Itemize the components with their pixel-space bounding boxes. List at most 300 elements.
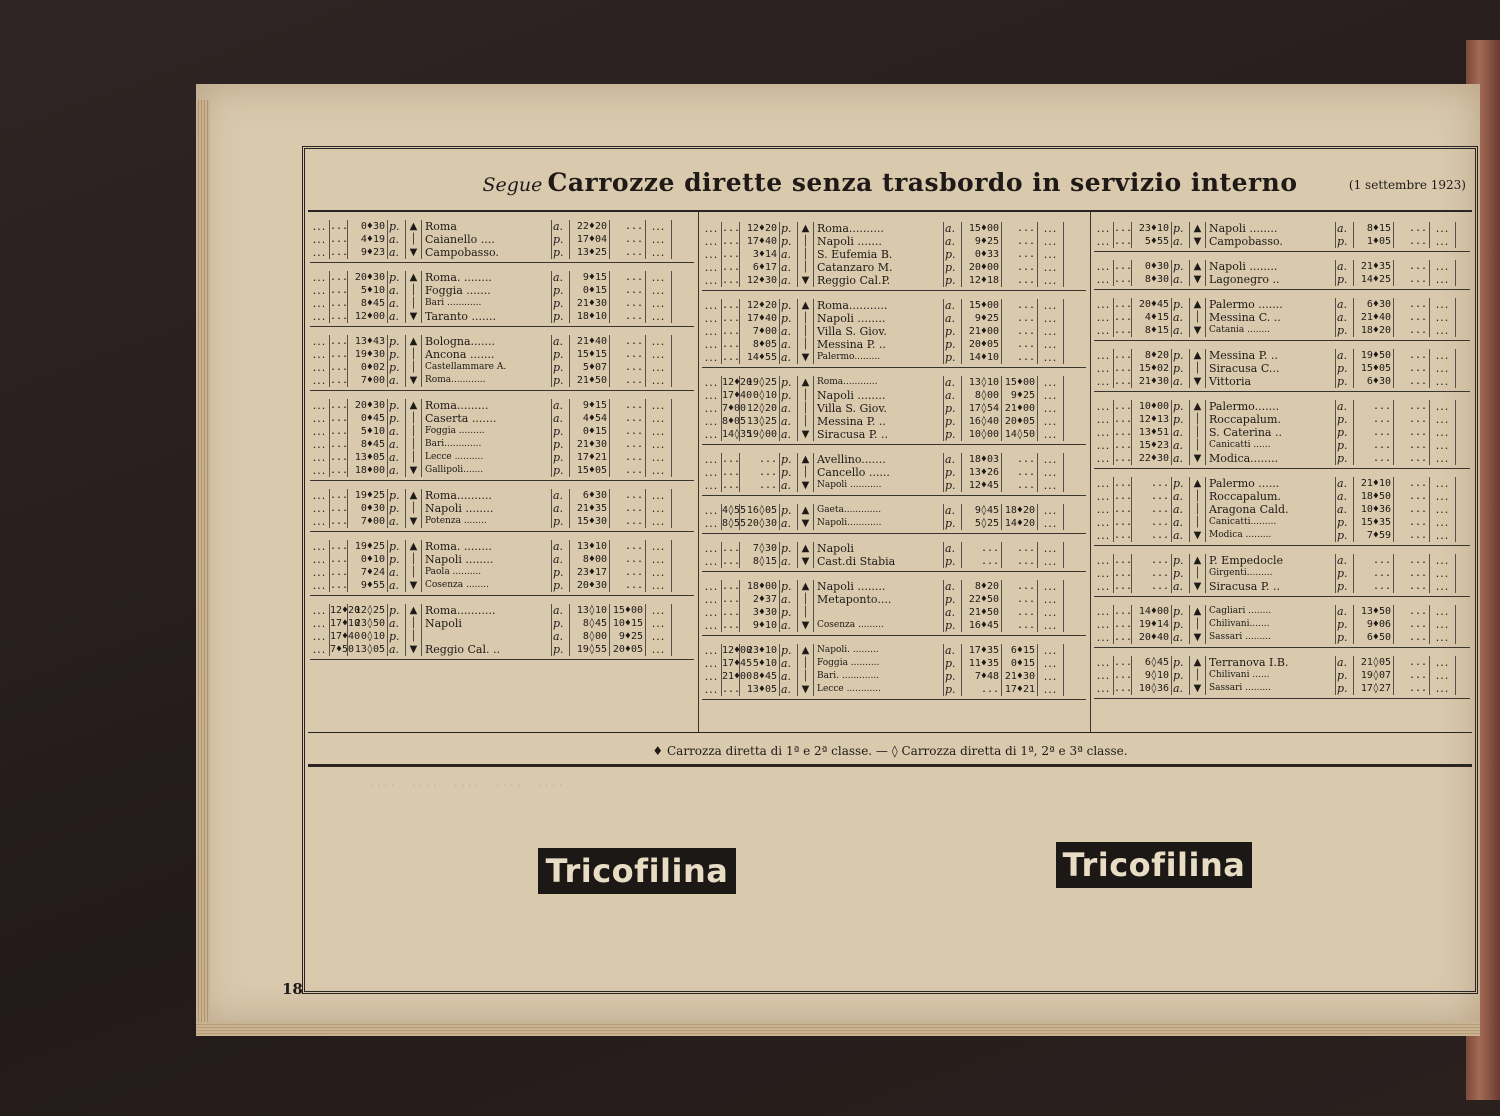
departure-time: 22♦30 bbox=[1132, 452, 1172, 465]
departure-time: 9♦55 bbox=[348, 579, 388, 592]
timetable-row bbox=[310, 566, 694, 579]
return-time: 5♦07 bbox=[570, 361, 610, 374]
dep-arr-marker: p. bbox=[780, 606, 798, 619]
timetable-row bbox=[702, 466, 1086, 479]
timetable-row bbox=[310, 540, 694, 553]
station-name: Roma............ bbox=[814, 376, 944, 389]
arr-dep-marker: a. bbox=[552, 412, 570, 425]
timetable-row bbox=[1094, 375, 1470, 388]
dep-arr-marker: p. bbox=[1172, 222, 1190, 235]
timetable-row bbox=[1094, 580, 1470, 593]
return-time: 9♦06 bbox=[1354, 618, 1394, 631]
time-col-a: ... bbox=[1114, 453, 1133, 464]
dep-arr-marker: a. bbox=[388, 297, 406, 310]
dep-arr-marker: a. bbox=[388, 374, 406, 387]
station-name: Siracusa P. .. bbox=[1206, 580, 1336, 593]
timetable-row bbox=[310, 297, 694, 310]
timetable-row bbox=[1094, 311, 1470, 324]
extra-col-2: ... bbox=[1038, 670, 1064, 683]
time-col-a: ... bbox=[330, 221, 349, 232]
arr-dep-marker: a. bbox=[552, 604, 570, 617]
time-col-b: ... bbox=[1394, 529, 1430, 542]
dep-arr-marker: a. bbox=[780, 555, 798, 568]
dep-arr-marker: p. bbox=[388, 604, 406, 617]
extra-col-1: ... bbox=[702, 222, 722, 235]
page-stack-left bbox=[196, 100, 210, 1030]
departure-time: ... bbox=[1132, 567, 1172, 580]
timetable-block bbox=[310, 602, 694, 660]
extra-col-2: ... bbox=[646, 271, 672, 284]
time-col-a: ... bbox=[1114, 606, 1133, 617]
departure-time: 3♦14 bbox=[740, 248, 780, 261]
dep-arr-marker: a. bbox=[1172, 324, 1190, 337]
arr-dep-marker: a. bbox=[1336, 260, 1354, 273]
time-col-b: ... bbox=[1394, 656, 1430, 669]
dep-arr-marker: a. bbox=[1172, 375, 1190, 388]
dep-arr-marker: p. bbox=[780, 376, 798, 389]
extra-col-1: ... bbox=[702, 274, 722, 287]
timetable-row bbox=[1094, 400, 1470, 413]
dep-arr-marker: p. bbox=[780, 504, 798, 517]
dep-arr-marker: a. bbox=[780, 325, 798, 338]
station-name: P. Empedocle bbox=[1206, 554, 1336, 567]
direction-arrow-icon: │ bbox=[1190, 503, 1206, 516]
extra-col-1: ... bbox=[310, 220, 330, 233]
arr-dep-marker: p. bbox=[1336, 567, 1354, 580]
timetable-row bbox=[310, 399, 694, 412]
extra-col-1: ... bbox=[702, 402, 722, 415]
dep-arr-marker: p. bbox=[780, 235, 798, 248]
extra-col-2: ... bbox=[1430, 298, 1456, 311]
station-name: Canicatti ...... bbox=[1206, 439, 1336, 452]
departure-time: 23♦10 bbox=[740, 644, 780, 657]
extra-col-2: ... bbox=[1038, 479, 1064, 492]
extra-col-2: ... bbox=[1038, 466, 1064, 479]
station-name: Caianello .... bbox=[422, 233, 552, 246]
extra-col-2: ... bbox=[646, 284, 672, 297]
extra-col-1: ... bbox=[702, 261, 722, 274]
departure-time: 15♦02 bbox=[1132, 362, 1172, 375]
time-col-b: ... bbox=[610, 246, 646, 259]
arr-dep-marker: p. bbox=[552, 464, 570, 477]
time-col-a: ... bbox=[330, 285, 349, 296]
timetable-row bbox=[310, 425, 694, 438]
table-bottom-rule bbox=[308, 732, 1472, 733]
arr-dep-marker: p. bbox=[1336, 362, 1354, 375]
arr-dep-marker: p. bbox=[552, 425, 570, 438]
departure-time: 7♦24 bbox=[348, 566, 388, 579]
time-col-a: 4◊55 bbox=[722, 505, 747, 516]
station-name: Roma.......... bbox=[422, 489, 552, 502]
timetable-row bbox=[702, 683, 1086, 696]
direction-arrow-icon: ▲ bbox=[1190, 298, 1206, 311]
station-name: Bari. ............. bbox=[814, 670, 944, 683]
arr-dep-marker: a. bbox=[944, 644, 962, 657]
departure-time: 16◊05 bbox=[740, 504, 780, 517]
time-col-b: 9♦25 bbox=[610, 630, 646, 643]
time-col-b: ... bbox=[1002, 312, 1038, 325]
departure-time: 10◊36 bbox=[1132, 682, 1172, 695]
timetable-block bbox=[310, 218, 694, 263]
station-name: Castellammare A. bbox=[422, 361, 552, 374]
return-time: 16◊40 bbox=[962, 415, 1002, 428]
station-name: Terranova I.B. bbox=[1206, 656, 1336, 669]
station-name: Messina C. .. bbox=[1206, 311, 1336, 324]
arr-dep-marker: a. bbox=[1336, 400, 1354, 413]
time-col-a: ... bbox=[1114, 325, 1133, 336]
extra-col-1: ... bbox=[310, 271, 330, 284]
direction-arrow-icon: ▼ bbox=[1190, 631, 1206, 644]
direction-arrow-icon: │ bbox=[798, 415, 814, 428]
direction-arrow-icon: │ bbox=[798, 402, 814, 415]
return-time: 14♦25 bbox=[1354, 273, 1394, 286]
departure-time: 19♦25 bbox=[348, 540, 388, 553]
extra-col-1: ... bbox=[1094, 349, 1114, 362]
time-col-b: ... bbox=[1394, 580, 1430, 593]
extra-col-2: ... bbox=[1038, 644, 1064, 657]
departure-time: 0◊10 bbox=[348, 630, 388, 643]
timetable-row bbox=[310, 489, 694, 502]
extra-col-2: ... bbox=[1038, 325, 1064, 338]
timetable-row bbox=[310, 246, 694, 259]
time-col-b: ... bbox=[610, 399, 646, 412]
dep-arr-marker: p. bbox=[388, 335, 406, 348]
extra-col-2: ... bbox=[1430, 656, 1456, 669]
extra-col-2: ... bbox=[1038, 222, 1064, 235]
dep-arr-marker: a. bbox=[388, 246, 406, 259]
time-col-b: ... bbox=[1394, 439, 1430, 452]
dep-arr-marker: a. bbox=[780, 479, 798, 492]
station-name: Avellino....... bbox=[814, 453, 944, 466]
time-col-b: ... bbox=[1002, 619, 1038, 632]
departure-time: 8♦20 bbox=[1132, 349, 1172, 362]
time-col-b: ... bbox=[1394, 682, 1430, 695]
timetable-block bbox=[702, 540, 1086, 572]
direction-arrow-icon: │ bbox=[1190, 516, 1206, 529]
time-col-b: ... bbox=[1394, 618, 1430, 631]
timetable-row bbox=[310, 617, 694, 630]
arr-dep-marker: a. bbox=[944, 235, 962, 248]
arr-dep-marker: a. bbox=[944, 453, 962, 466]
dep-arr-marker: p. bbox=[780, 580, 798, 593]
direction-arrow-icon: │ bbox=[1190, 426, 1206, 439]
return-time: ... bbox=[1354, 452, 1394, 465]
timetable-row bbox=[702, 222, 1086, 235]
arr-dep-marker: a. bbox=[944, 606, 962, 619]
time-col-b: 14♦20 bbox=[1002, 517, 1038, 530]
departure-time: 13◊25 bbox=[740, 415, 780, 428]
time-col-a: ... bbox=[1114, 414, 1133, 425]
direction-arrow-icon: ▲ bbox=[798, 580, 814, 593]
arr-dep-marker: p. bbox=[1336, 452, 1354, 465]
direction-arrow-icon: ▲ bbox=[798, 644, 814, 657]
time-col-a: ... bbox=[330, 554, 349, 565]
dep-arr-marker: a. bbox=[780, 593, 798, 606]
dep-arr-marker: p. bbox=[780, 644, 798, 657]
timetable-row bbox=[702, 389, 1086, 402]
time-col-a: ... bbox=[330, 311, 349, 322]
extra-col-1: ... bbox=[1094, 516, 1114, 529]
extra-col-2: ... bbox=[646, 348, 672, 361]
extra-col-1: ... bbox=[702, 351, 722, 364]
direction-arrow-icon: │ bbox=[1190, 439, 1206, 452]
arr-dep-marker: p. bbox=[552, 348, 570, 361]
timetable-row bbox=[310, 643, 694, 656]
return-time: ... bbox=[1354, 567, 1394, 580]
dep-arr-marker: a. bbox=[1172, 580, 1190, 593]
timetable-row bbox=[1094, 631, 1470, 644]
time-col-b: ... bbox=[1394, 605, 1430, 618]
time-col-a: ... bbox=[1114, 491, 1133, 502]
dep-arr-marker: a. bbox=[388, 515, 406, 528]
extra-col-1: ... bbox=[1094, 400, 1114, 413]
direction-arrow-icon: ▼ bbox=[798, 619, 814, 632]
arr-dep-marker: a. bbox=[944, 580, 962, 593]
extra-col-2: ... bbox=[646, 630, 672, 643]
time-col-a: ... bbox=[722, 684, 741, 695]
timetable-row bbox=[1094, 439, 1470, 452]
time-col-a: ... bbox=[330, 567, 349, 578]
timetable-row bbox=[702, 299, 1086, 312]
extra-col-1: ... bbox=[1094, 503, 1114, 516]
time-col-a: ... bbox=[1114, 223, 1133, 234]
time-col-b: ... bbox=[610, 271, 646, 284]
time-col-b: ... bbox=[1002, 222, 1038, 235]
departure-time: 4♦15 bbox=[1132, 311, 1172, 324]
direction-arrow-icon: ▲ bbox=[798, 504, 814, 517]
header-date: (1 settembre 1923) bbox=[1348, 178, 1466, 192]
direction-arrow-icon: ▼ bbox=[1190, 682, 1206, 695]
departure-time: 7♦00 bbox=[740, 325, 780, 338]
return-time: 13◊10 bbox=[962, 376, 1002, 389]
time-col-b: ... bbox=[1002, 555, 1038, 568]
time-col-b: ... bbox=[610, 374, 646, 387]
departure-time: 20♦30 bbox=[348, 271, 388, 284]
time-col-b: ... bbox=[1394, 413, 1430, 426]
extra-col-1: ... bbox=[702, 542, 722, 555]
departure-time: 13◊05 bbox=[348, 643, 388, 656]
extra-col-1: ... bbox=[702, 376, 722, 389]
extra-col-1: ... bbox=[702, 644, 722, 657]
station-name: Potenza ........ bbox=[422, 515, 552, 528]
departure-time: ... bbox=[1132, 554, 1172, 567]
return-time: 7♦59 bbox=[1354, 529, 1394, 542]
station-name: Cosenza ........ bbox=[422, 579, 552, 592]
station-name: Roma.......... bbox=[814, 222, 944, 235]
extra-col-2: ... bbox=[1038, 657, 1064, 670]
direction-arrow-icon: │ bbox=[1190, 362, 1206, 375]
return-time: 17◊54 bbox=[962, 402, 1002, 415]
time-col-a: ... bbox=[330, 490, 349, 501]
arr-dep-marker: p. bbox=[944, 555, 962, 568]
return-time: 22♦50 bbox=[962, 593, 1002, 606]
dep-arr-marker: a. bbox=[1172, 631, 1190, 644]
timetable-block bbox=[702, 578, 1086, 636]
dep-arr-marker: a. bbox=[388, 425, 406, 438]
time-col-b: ... bbox=[1002, 235, 1038, 248]
time-col-b: ... bbox=[1394, 516, 1430, 529]
dep-arr-marker: a. bbox=[780, 248, 798, 261]
arr-dep-marker: p. bbox=[552, 515, 570, 528]
extra-col-1: ... bbox=[310, 438, 330, 451]
arr-dep-marker: p. bbox=[552, 297, 570, 310]
return-time: 13♦25 bbox=[570, 246, 610, 259]
extra-col-1: ... bbox=[1094, 298, 1114, 311]
timetable-row bbox=[1094, 477, 1470, 490]
arr-dep-marker: p. bbox=[552, 566, 570, 579]
tricofilina-ad-right: Tricofilina bbox=[1056, 842, 1252, 888]
timetable-block bbox=[1094, 220, 1470, 252]
extra-col-2: ... bbox=[646, 425, 672, 438]
departure-time: 13♦43 bbox=[348, 335, 388, 348]
departure-time: ... bbox=[1132, 503, 1172, 516]
arr-dep-marker: a. bbox=[944, 299, 962, 312]
time-col-b: ... bbox=[610, 579, 646, 592]
direction-arrow-icon: ▼ bbox=[406, 310, 422, 323]
arr-dep-marker: p. bbox=[552, 579, 570, 592]
timetable-block bbox=[1094, 258, 1470, 290]
time-col-a: 21♦00 bbox=[722, 671, 753, 682]
return-time: ... bbox=[1354, 580, 1394, 593]
time-col-b: ... bbox=[1394, 311, 1430, 324]
arr-dep-marker: a. bbox=[1336, 656, 1354, 669]
return-time: 10♦36 bbox=[1354, 503, 1394, 516]
extra-col-1: ... bbox=[702, 683, 722, 696]
dep-arr-marker: a. bbox=[388, 566, 406, 579]
time-col-a: ... bbox=[330, 375, 349, 386]
station-name: Napoli............ bbox=[814, 517, 944, 530]
departure-time: 15♦23 bbox=[1132, 439, 1172, 452]
station-name: Cagliari ........ bbox=[1206, 605, 1336, 618]
extra-col-2: ... bbox=[1038, 299, 1064, 312]
time-col-b: ... bbox=[610, 553, 646, 566]
extra-col-1: ... bbox=[702, 325, 722, 338]
time-col-a: ... bbox=[330, 247, 349, 258]
time-col-b: 20♦05 bbox=[610, 643, 646, 656]
time-col-a: ... bbox=[722, 313, 741, 324]
extra-col-2: ... bbox=[646, 451, 672, 464]
station-name: Napoli ........... bbox=[814, 479, 944, 492]
time-col-a: ... bbox=[1114, 670, 1133, 681]
extra-col-2: ... bbox=[1430, 567, 1456, 580]
arr-dep-marker: p. bbox=[552, 374, 570, 387]
station-name: Palermo ...... bbox=[1206, 477, 1336, 490]
timetable-block bbox=[1094, 552, 1470, 597]
extra-col-1: ... bbox=[310, 643, 330, 656]
dep-arr-marker: a. bbox=[780, 683, 798, 696]
direction-arrow-icon: │ bbox=[1190, 567, 1206, 580]
return-time: 13♦50 bbox=[1354, 605, 1394, 618]
departure-time: 17♦40 bbox=[740, 235, 780, 248]
dep-arr-marker: a. bbox=[388, 643, 406, 656]
departure-time: 9◊10 bbox=[1132, 669, 1172, 682]
extra-col-1: ... bbox=[702, 479, 722, 492]
page-number: 18 bbox=[282, 980, 303, 998]
direction-arrow-icon: │ bbox=[798, 389, 814, 402]
station-name: Napoli ....... bbox=[814, 235, 944, 248]
departure-time: 0♦30 bbox=[1132, 260, 1172, 273]
return-time: ... bbox=[962, 542, 1002, 555]
time-col-a: 12♦20 bbox=[330, 605, 361, 616]
time-col-a: ... bbox=[722, 543, 741, 554]
station-name: Messina P. .. bbox=[814, 415, 944, 428]
arr-dep-marker: p. bbox=[1336, 375, 1354, 388]
arr-dep-marker: p. bbox=[552, 643, 570, 656]
time-col-a: ... bbox=[1114, 261, 1133, 272]
arr-dep-marker: a. bbox=[552, 489, 570, 502]
time-col-a: ... bbox=[1114, 504, 1133, 515]
direction-arrow-icon: ▲ bbox=[1190, 400, 1206, 413]
arr-dep-marker: a. bbox=[1336, 311, 1354, 324]
departure-time: 12◊25 bbox=[348, 604, 388, 617]
arr-dep-marker: a. bbox=[552, 220, 570, 233]
direction-arrow-icon: ▲ bbox=[406, 604, 422, 617]
return-time: 6♦30 bbox=[1354, 375, 1394, 388]
time-col-b: ... bbox=[610, 297, 646, 310]
departure-time: 12♦20 bbox=[740, 222, 780, 235]
time-col-a: ... bbox=[1114, 401, 1133, 412]
extra-col-2: ... bbox=[1038, 248, 1064, 261]
extra-col-2: ... bbox=[1430, 413, 1456, 426]
extra-col-1: ... bbox=[1094, 656, 1114, 669]
dep-arr-marker: a. bbox=[1172, 439, 1190, 452]
return-time: 8◊00 bbox=[570, 630, 610, 643]
station-name: Villa S. Giov. bbox=[814, 402, 944, 415]
extra-col-2: ... bbox=[646, 553, 672, 566]
time-col-a: ... bbox=[1114, 376, 1133, 387]
dep-arr-marker: p. bbox=[388, 361, 406, 374]
timetable-row bbox=[702, 542, 1086, 555]
page-header bbox=[310, 168, 1470, 204]
departure-time: 8♦45 bbox=[348, 438, 388, 451]
return-time: 1♦05 bbox=[1354, 235, 1394, 248]
dep-arr-marker: p. bbox=[388, 399, 406, 412]
direction-arrow-icon: ▼ bbox=[798, 479, 814, 492]
column-divider-1 bbox=[698, 212, 699, 732]
time-col-a: ... bbox=[1114, 363, 1133, 374]
time-col-b: ... bbox=[1002, 274, 1038, 287]
direction-arrow-icon: ▼ bbox=[798, 274, 814, 287]
departure-time: 8♦45 bbox=[348, 297, 388, 310]
time-col-b: ... bbox=[1394, 298, 1430, 311]
station-name: Reggio Cal.P. bbox=[814, 274, 944, 287]
departure-time: 6◊45 bbox=[1132, 656, 1172, 669]
direction-arrow-icon: │ bbox=[406, 361, 422, 374]
timetable-row bbox=[702, 351, 1086, 364]
departure-time: 9♦10 bbox=[740, 619, 780, 632]
station-name: Reggio Cal. .. bbox=[422, 643, 552, 656]
extra-col-2: ... bbox=[1430, 273, 1456, 286]
extra-col-2: ... bbox=[1038, 453, 1064, 466]
return-time: 18♦20 bbox=[1354, 324, 1394, 337]
departure-time: 17♦40 bbox=[740, 312, 780, 325]
direction-arrow-icon: │ bbox=[798, 312, 814, 325]
time-col-a: 14◊35 bbox=[722, 429, 753, 440]
direction-arrow-icon: │ bbox=[406, 412, 422, 425]
timetable-block bbox=[1094, 603, 1470, 648]
arr-dep-marker: p. bbox=[944, 683, 962, 696]
time-col-a: ... bbox=[330, 234, 349, 245]
extra-col-2: ... bbox=[646, 515, 672, 528]
station-name: Ancona ....... bbox=[422, 348, 552, 361]
direction-arrow-icon: ▲ bbox=[1190, 260, 1206, 273]
timetable-block bbox=[310, 487, 694, 532]
timetable-row bbox=[702, 261, 1086, 274]
time-col-a: ... bbox=[722, 275, 741, 286]
time-col-b: 0♦15 bbox=[1002, 657, 1038, 670]
station-name: Paola .......... bbox=[422, 566, 552, 579]
return-time: 13♦26 bbox=[962, 466, 1002, 479]
